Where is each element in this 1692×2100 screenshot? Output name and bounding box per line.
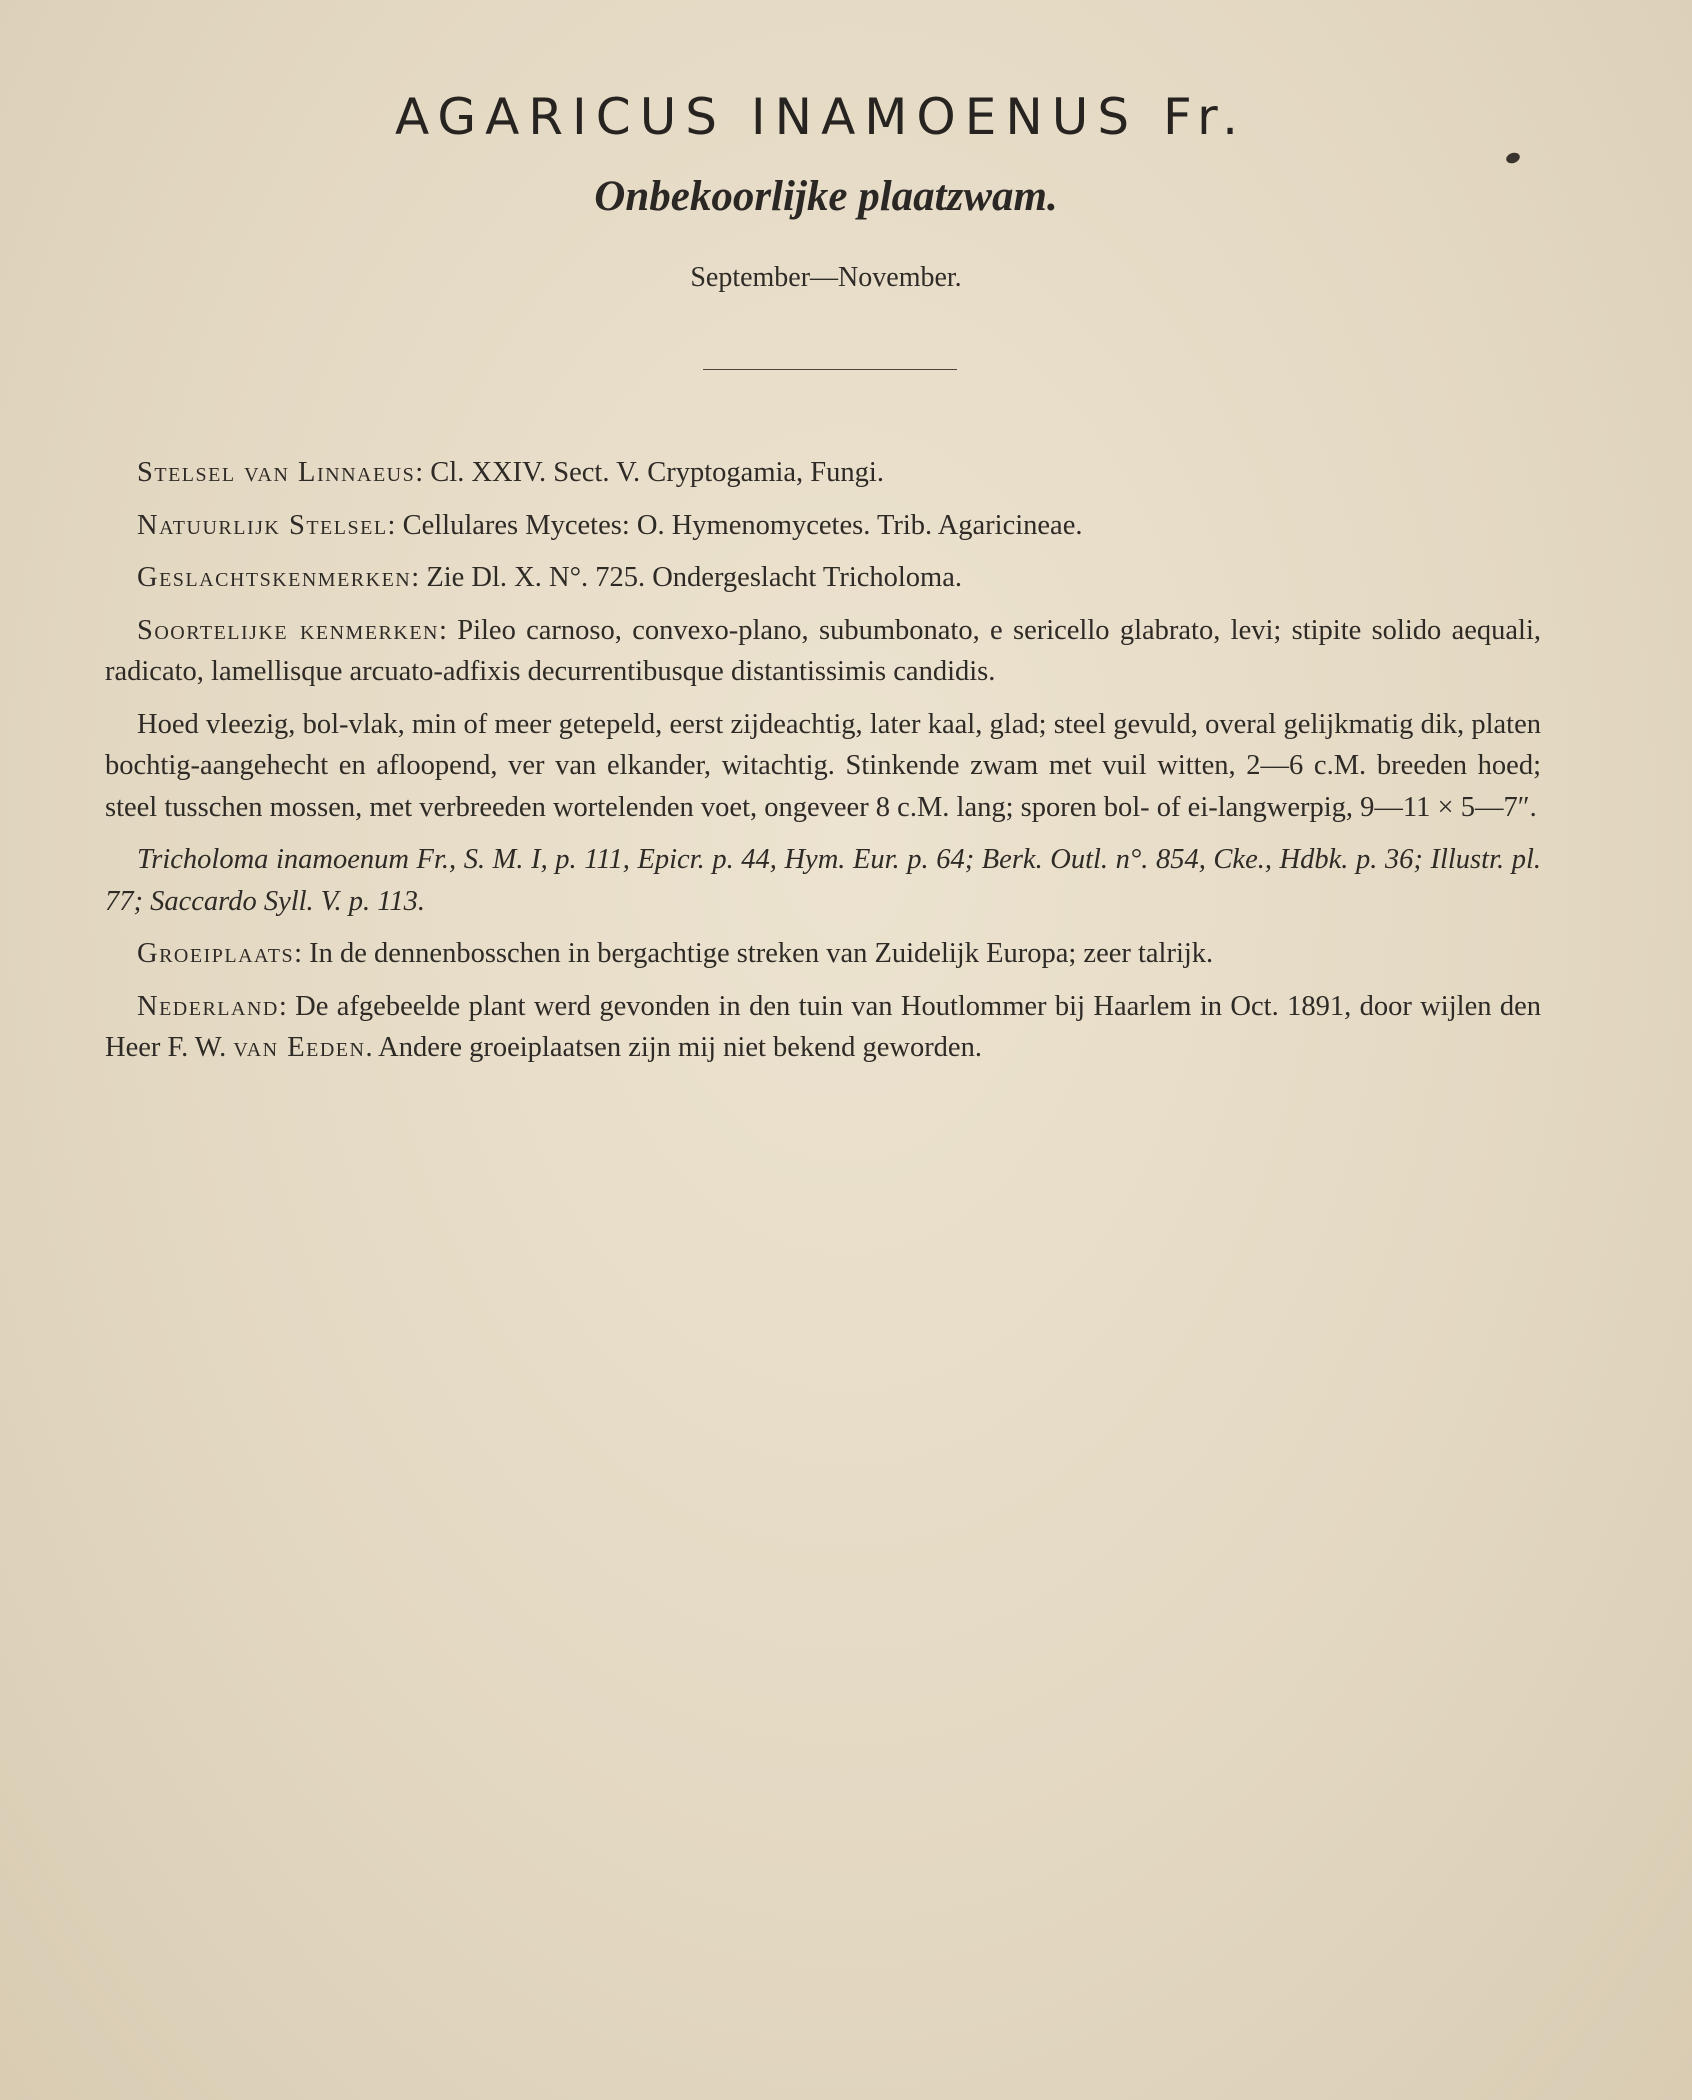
separator-rule bbox=[703, 369, 957, 370]
entry-geslachtskenmerken: Geslachtskenmerken: Zie Dl. X. N°. 725. Ondergeslacht Tricholoma. bbox=[137, 562, 962, 593]
entry-text: Pileo carnoso, convexo-plano, subumbonato, e sericello glabrato, levi; stipite solido aequali, radicato, lamellisque arcuato-adfixis decurrentibusque distantissimis candidis. bbox=[105, 614, 1541, 687]
ink-spot bbox=[1505, 151, 1522, 165]
season-line: September—November. bbox=[690, 262, 962, 293]
entry-label: Geslachtskenmerken bbox=[137, 562, 412, 593]
entry-label: Soortelijke kenmerken bbox=[137, 614, 439, 646]
page-subtitle: Onbekoorlijke plaatzwam. bbox=[594, 173, 1058, 220]
description-paragraph: Hoed vleezig, bol-vlak, min of meer getepeld, eerst zijdeachtig, later kaal, glad; steel gevuld, overal gelijkmatig dik, platen bochtig-aangehecht en afloopend, ver van elkander, witachtig. Stinkende zwam met vuil witten, 2—6 c.M. breeden hoed; steel tusschen mossen, met verbreeden wortelenden voet, ongeveer 8 c.M. lang; sporen bol- of ei-langwerpig, 9—11 × 5—7″. bbox=[105, 708, 1541, 823]
entry-text: Cl. XXIV. Sect. V. Cryptogamia, Fungi. bbox=[430, 457, 884, 488]
references-paragraph: Tricholoma inamoenum Fr., S. M. I, p. 111, Epicr. p. 44, Hym. Eur. p. 64; Berk. Outl. n°. 854, Cke., Hdbk. p. 36; Illustr. pl. 77; Saccardo Syll. V. p. 113. bbox=[105, 844, 1541, 917]
entry-text: De afgebeelde plant werd gevonden in den tuin van Houtlommer bij Haarlem in Oct. 1891, door wijlen den Heer F. W. bbox=[105, 990, 1542, 1063]
entry-groeiplaats: Groeiplaats: In de dennenbosschen in bergachtige streken van Zuidelijk Europa; zeer talrijk. bbox=[137, 938, 1214, 969]
entry-label: Stelsel van Linnaeus bbox=[137, 457, 416, 488]
entry-text: Cellulares Mycetes: O. Hymenomycetes. Trib. Agaricineae. bbox=[402, 509, 1083, 541]
entry-label: Nederland bbox=[137, 990, 279, 1022]
entry-text: . Andere groeiplaatsen zijn mij niet bekend geworden. bbox=[365, 1032, 982, 1063]
entry-natuurlijk-stelsel: Natuurlijk Stelsel: Cellulares Mycetes: O. Hymenomycetes. Trib. Agaricineae. bbox=[137, 509, 1083, 541]
entry-linnaeus: Stelsel van Linnaeus: Cl. XXIV. Sect. V. Cryptogamia, Fungi. bbox=[137, 457, 884, 488]
person-name: van Eeden bbox=[233, 1032, 366, 1063]
entry-nederland: Nederland: De afgebeelde plant werd gevonden in den tuin van Houtlommer bij Haarlem in Oct. 1891, door wijlen den Heer F. W. van Eeden. Andere groeiplaatsen zijn mij niet bekend geworden. bbox=[105, 990, 1542, 1063]
entry-text: In de dennenbosschen in bergachtige streken van Zuidelijk Europa; zeer talrijk. bbox=[309, 938, 1214, 969]
entry-label: Groeiplaats bbox=[137, 938, 295, 969]
page-title: AGARICUS INAMOENUS Fr. bbox=[395, 88, 1247, 146]
entry-soortelijke-kenmerken: Soortelijke kenmerken: Pileo carnoso, convexo-plano, subumbonato, e sericello glabrato, levi; stipite solido aequali, radicato, lamellisque arcuato-adfixis decurrentibusque distantissimis candidis. bbox=[105, 614, 1541, 687]
document-body bbox=[105, 452, 1541, 1080]
entry-label: Natuurlijk Stelsel bbox=[137, 509, 388, 541]
entry-text: Zie Dl. X. N°. 725. Ondergeslacht Tricholoma. bbox=[426, 562, 962, 593]
